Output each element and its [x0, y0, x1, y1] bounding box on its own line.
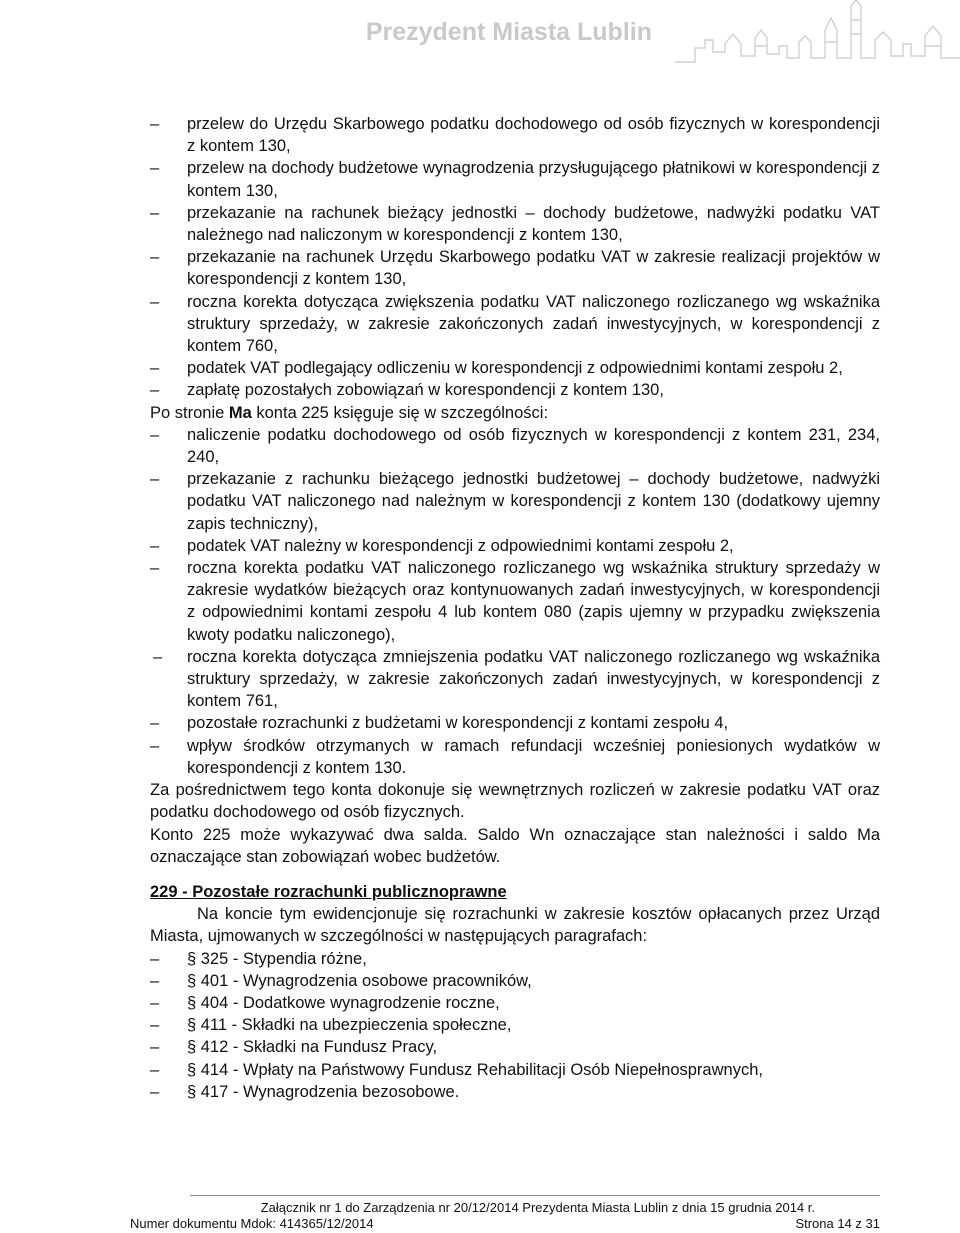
list-item-text: zapłatę pozostałych zobowiązań w korespondencji z kontem 130,: [187, 381, 664, 400]
list-item-text: podatek VAT podlegający odliczeniu w korespondencji z odpowiednimi kontami zespołu 2,: [187, 359, 843, 378]
list-item: [150, 1014, 880, 1036]
dash-bullet: –: [150, 292, 160, 311]
list-item-text: § 401 - Wynagrodzenia osobowe pracowników,: [187, 971, 532, 990]
dash-bullet: –: [150, 115, 160, 133]
list-item-text: podatek VAT należny w korespondencji z odpowiednimi kontami zespołu 2,: [187, 536, 734, 555]
list-item-text: pozostałe rozrachunki z budżetami w korespondencji z kontami zespołu 4,: [187, 714, 729, 733]
list-item: [150, 535, 880, 557]
list-item: [150, 424, 880, 468]
list-item: [150, 157, 880, 201]
dash-bullet: –: [150, 425, 160, 444]
list-item: [150, 970, 880, 992]
list-item: [150, 379, 880, 401]
page-footer: [130, 1195, 880, 1232]
dash-bullet: –: [150, 736, 160, 755]
list-item-text: przekazanie na rachunek Urzędu Skarbowego podatku VAT w zakresie realizacji projektów w korespondencji z kontem 130,: [187, 248, 880, 289]
list-item-text: roczna korekta podatku VAT naliczonego rozliczanego wg wskaźnika struktury sprzedaży w zakresie wydatków bieżących oraz kontynuowanych zadań inwestycyjnych, w korespondencji z odpowiednimi kontami zespołu 4 lub kontem 080 (zapis ujemny w przypadku zwiększenia kwoty podatku naliczonego),: [187, 559, 880, 644]
list-item-text: roczna korekta dotycząca zmniejszenia podatku VAT naliczonego rozliczanego wg wskaźnika struktury sprzedaży, w zakresie zakończonych zadań inwestycyjnych, w korespondencji z kontem 761,: [187, 647, 880, 711]
list-paragraphs: [150, 948, 880, 1103]
section-number: 229 -: [150, 882, 193, 901]
dash-bullet: –: [150, 470, 160, 489]
list-item: [150, 712, 880, 734]
dash-bullet: –: [150, 381, 160, 400]
city-skyline-logo: [675, 0, 960, 70]
list-wn-entries: [150, 113, 880, 402]
ma-intro-suffix: konta 225 księguje się w szczególności:: [251, 403, 549, 422]
list-item: [150, 291, 880, 358]
list-item-text: przekazanie z rachunku bieżącego jednostki budżetowej – dochody budżetowe, nadwyżki podatku VAT naliczonego nad należnym w korespondencji z kontem 130 (dodatkowy ujemny zapis techniczny),: [187, 470, 880, 533]
dash-bullet: –: [150, 1016, 160, 1035]
dash-bullet: –: [150, 1060, 160, 1079]
main-content: [150, 113, 880, 1103]
dash-bullet: –: [150, 714, 160, 733]
list-item: [150, 1059, 880, 1081]
footer-meta-row: [130, 1216, 880, 1232]
list-item: [150, 1081, 880, 1103]
list-item-text: przelew do Urzędu Skarbowego podatku dochodowego od osób fizycznych w korespondencji z kontem 130,: [187, 115, 880, 156]
list-ma-entries: [150, 424, 880, 779]
section-229-heading: [150, 881, 880, 903]
document-number: Numer dokumentu Mdok: 414365/12/2014: [130, 1216, 374, 1231]
dash-bullet: –: [150, 159, 160, 178]
footer-divider: [190, 1195, 880, 1196]
list-item-text: § 411 - Składki na ubezpieczenia społeczne,: [187, 1016, 512, 1035]
list-item-text: § 404 - Dodatkowe wynagrodzenie roczne,: [187, 993, 500, 1012]
list-item: [150, 202, 880, 246]
list-item: [150, 1036, 880, 1058]
list-item: [150, 992, 880, 1014]
list-item: [150, 468, 880, 535]
section-title: Pozostałe rozrachunki publicznoprawne: [192, 882, 507, 901]
list-item-text: § 417 - Wynagrodzenia bezosobowe.: [187, 1082, 460, 1101]
dash-bullet: –: [150, 559, 160, 578]
dash-bullet: –: [150, 1038, 160, 1057]
list-item-text: przelew na dochody budżetowe wynagrodzenia przysługującego płatnikowi w korespondencji z kontem 130,: [187, 159, 880, 200]
list-item-text: roczna korekta dotycząca zwiększenia podatku VAT naliczonego rozliczanego wg wskaźnika struktury sprzedaży, w zakresie zakończonych zadań inwestycyjnych, w korespondencji z kontem 760,: [187, 292, 880, 356]
dash-bullet: –: [150, 536, 160, 555]
list-item: [150, 735, 880, 779]
dash-bullet: –: [150, 359, 160, 378]
dash-bullet: –: [150, 993, 160, 1012]
paragraph-account-balances: Konto 225 może wykazywać dwa salda. Saldo Wn oznaczające stan należności i saldo Ma oznaczające stan zobowiązań wobec budżetów.: [150, 825, 880, 866]
list-item-text: wpływ środków otrzymanych w ramach refundacji wcześniej poniesionych wydatków w korespondencji z kontem 130.: [187, 736, 880, 777]
list-item: [150, 646, 880, 713]
list-item: [150, 948, 880, 970]
dash-bullet: –: [150, 949, 160, 968]
list-item-text: przekazanie na rachunek bieżący jednostki – dochody budżetowe, nadwyżki podatku VAT należnego nad naliczonym w korespondencji z kontem 130,: [187, 203, 880, 245]
list-item-text: § 414 - Wpłaty na Państwowy Fundusz Rehabilitacji Osób Niepełnosprawnych,: [187, 1060, 763, 1079]
list-item-text: naliczenie podatku dochodowego od osób fizycznych w korespondencji z kontem 231, 234, 240,: [187, 425, 880, 467]
list-item: [150, 246, 880, 290]
ma-side-intro: [150, 402, 880, 424]
footer-attachment-note: Załącznik nr 1 do Zarządzenia nr 20/12/2014 Prezydenta Miasta Lublin z dnia 15 grudnia 2014 r.: [260, 1200, 815, 1215]
dash-bullet: –: [150, 971, 160, 990]
page-number: Strona 14 z 31: [795, 1216, 880, 1231]
list-item-text: § 412 - Składki na Fundusz Pracy,: [187, 1038, 438, 1057]
ma-intro-prefix: Po stronie: [150, 403, 229, 422]
dash-bullet: –: [153, 647, 163, 666]
header-title: Prezydent Miasta Lublin: [365, 18, 652, 46]
ma-intro-bold: Ma: [228, 403, 252, 422]
dash-bullet: –: [150, 203, 160, 222]
section-229-intro: Na koncie tym ewidencjonuje się rozrachunki w zakresie kosztów opłacanych przez Urząd Miasta, ujmowanych w szczególności w następujących paragrafach:: [150, 905, 880, 946]
paragraph-internal-settlements: Za pośrednictwem tego konta dokonuje się wewnętrznych rozliczeń w zakresie podatku VAT oraz podatku dochodowego od osób fizycznych.: [150, 781, 880, 822]
list-item: [150, 357, 880, 379]
list-item: [150, 113, 880, 157]
list-item-text: § 325 - Stypendia różne,: [187, 949, 367, 968]
dash-bullet: –: [150, 1082, 160, 1101]
dash-bullet: –: [150, 248, 160, 267]
list-item: [150, 557, 880, 646]
